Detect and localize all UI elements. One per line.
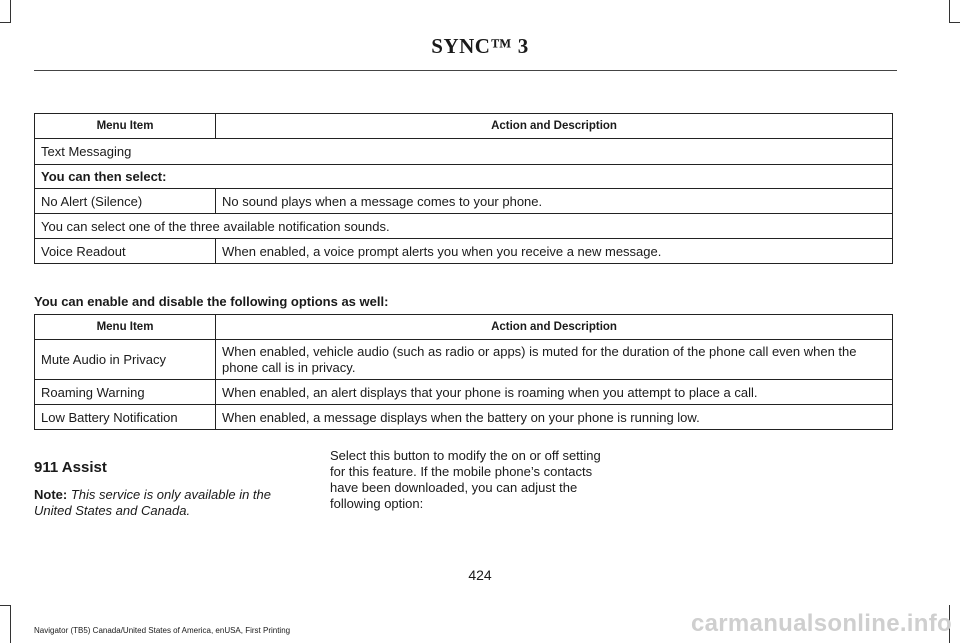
table-row (35, 239, 893, 264)
header-rule (34, 70, 897, 71)
crop-mark-bottom-left-h (0, 605, 11, 606)
table-cell-full: You can then select: (35, 165, 893, 189)
crop-mark-top-right-v (949, 0, 950, 22)
watermark-logo: carmanualsonline.info (690, 610, 952, 637)
crop-mark-bottom-left-v (10, 605, 11, 643)
table-cell-desc: When enabled, vehicle audio (such as radio or apps) is muted for the duration of the phone call even when the phone call is in privacy. (216, 340, 893, 380)
table-header-row (35, 114, 893, 139)
column-header-action: Action and Description (216, 315, 893, 340)
footer-text: Navigator (TB5) Canada/United States of America, enUSA, First Printing (34, 626, 291, 635)
column-header-menu-item: Menu Item (35, 114, 216, 139)
table-cell-full: You can select one of the three available notification sounds. (35, 214, 893, 239)
note-paragraph (34, 487, 304, 519)
table-cell-desc: When enabled, a voice prompt alerts you when you receive a new message. (216, 239, 893, 264)
table-cell-item: No Alert (Silence) (35, 189, 216, 214)
table-cell-full: Text Messaging (35, 139, 893, 165)
options-intro-text: You can enable and disable the following options as well: (34, 294, 389, 309)
table-row (35, 405, 893, 430)
table-cell-desc: When enabled, an alert displays that your phone is roaming when you attempt to place a call. (216, 380, 893, 405)
text-messaging-table (34, 113, 893, 264)
table-cell-desc: No sound plays when a message comes to your phone. (216, 189, 893, 214)
table-header-row (35, 315, 893, 340)
table-row (35, 189, 893, 214)
table-cell-item: Roaming Warning (35, 380, 216, 405)
column-header-menu-item: Menu Item (35, 315, 216, 340)
note-label: Note: (34, 487, 68, 502)
phone-options-table (34, 314, 893, 430)
table-row (35, 380, 893, 405)
crop-mark-top-left-v (10, 0, 11, 22)
crop-mark-top-right-h (949, 22, 960, 23)
crop-mark-top-left-h (0, 22, 11, 23)
column-header-action: Action and Description (216, 114, 893, 139)
page-number: 424 (468, 567, 492, 583)
right-column-paragraph: Select this button to modify the on or off setting for this feature. If the mobile phone’s contacts have been downloaded, you can adjust the following option: (330, 448, 601, 511)
page-header-title: SYNC™ 3 (431, 34, 529, 58)
table-cell-item: Low Battery Notification (35, 405, 216, 430)
section-title-911-assist: 911 Assist (34, 459, 107, 476)
table-row (35, 139, 893, 165)
table-row (35, 214, 893, 239)
note-text: This service is only available in the United States and Canada. (34, 487, 271, 518)
table-cell-item: Mute Audio in Privacy (35, 340, 216, 380)
table-cell-item: Voice Readout (35, 239, 216, 264)
table-row (35, 165, 893, 189)
table-row (35, 340, 893, 380)
table-cell-desc: When enabled, a message displays when the battery on your phone is running low. (216, 405, 893, 430)
